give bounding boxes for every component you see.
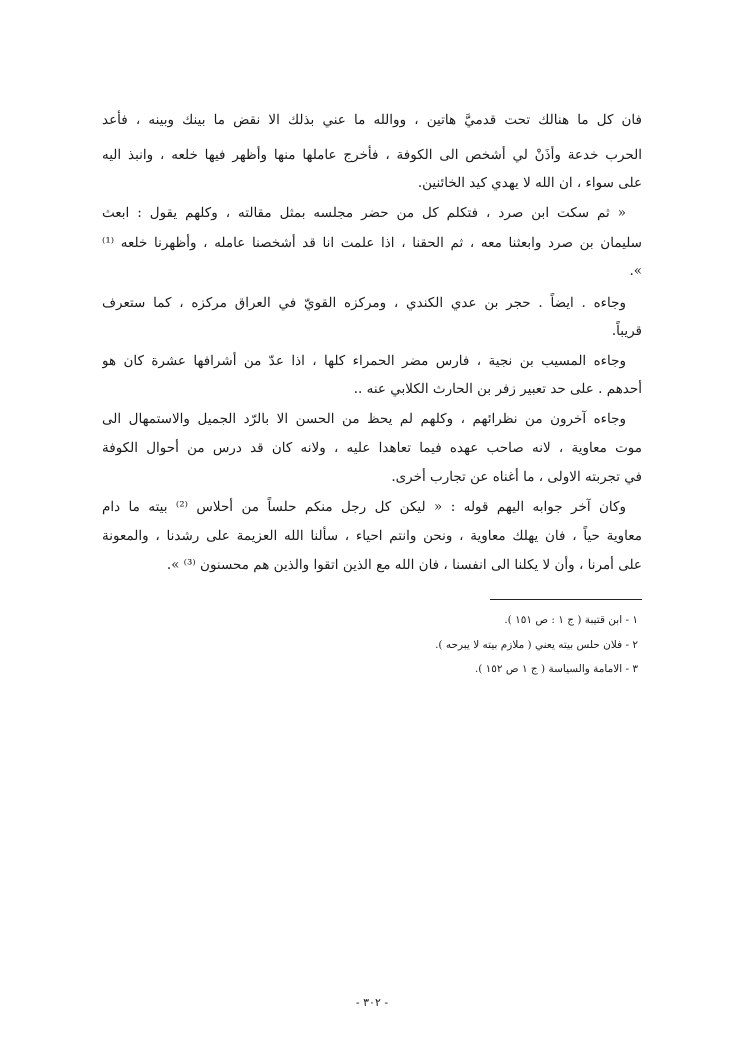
footnote-divider xyxy=(490,599,642,600)
body-line-8: قريباً. xyxy=(611,323,642,339)
body-line-14: وكان آخر جوابه اليهم قوله : « ليكن كل رجل منكم حلساً من أحلاس ⁽²⁾ بيته ما دام xyxy=(102,499,626,515)
footnote-3: ٣ - الامامة والسياسة ( ج ١ ص ١٥٢ ). xyxy=(474,663,638,675)
body-line-7: وجاءه . ايضاً . حجر بن عدي الكندي ، ومركزه القويّ في العراق مركزه ، كما ستعرف xyxy=(102,295,626,311)
body-line-6: ». xyxy=(629,263,642,279)
body-line-3: على سواء ، ان الله لا يهدي كيد الخائنين. xyxy=(417,175,642,191)
body-line-16: على أمرنا ، وأن لا يكلنا الى انفسنا ، فان الله مع الذين اتقوا والذين هم محسنون ⁽³⁾ ». xyxy=(166,557,642,573)
footnote-2: ٢ - فلان حلس بيته يعني ( ملازم بيته لا يبرحه ). xyxy=(435,639,638,651)
body-line-11: وجاءه آخرون من نظرائهم ، وكلهم لم يحظ من الحسن الا بالرّد الجميل والاستمهال الى xyxy=(102,411,626,427)
page-number: - ٣٠٢ - xyxy=(355,996,389,1009)
footnote-1: ١ - ابن قتيبة ( ج ١ : ص ١٥١ ). xyxy=(504,614,638,626)
body-line-12: موت معاوية ، لانه صاحب عهده فيما تعاهدا عليه ، ولانه كان قد درس من أحوال الكوفة xyxy=(102,440,642,456)
body-line-15: معاوية حياً ، فان يهلك معاوية ، ونحن وانتم احياء ، سألنا الله العزيمة على رشدنا ، والمعونة xyxy=(102,528,642,544)
body-line-13: في تجربته الاولى ، ما أغناه عن تجارب أخرى. xyxy=(391,469,642,485)
body-line-1: فان كل ما هنالك تحت قدميَّ هاتين ، ووالله ما عني بذلك الا نقض ما بينك وبينه ، فأعد xyxy=(102,112,642,128)
body-line-4: « ثم سكت ابن صرد ، فتكلم كل من حضر مجلسه بمثل مقالته ، وكلهم يقول : ابعث xyxy=(102,205,626,221)
body-line-5: سليمان بن صرد وابعثنا معه ، ثم الحقنا ، اذا علمت انا قد أشخصنا عامله ، وأظهرنا خلعه ⁽¹⁾ xyxy=(102,235,642,251)
body-line-2: الحرب خدعة وأْذَنْ لي أشخص الى الكوفة ، فأُخرج عاملها منها وأُظهر فيها خلعه ، وانبذ اليه xyxy=(102,147,642,163)
body-line-9: وجاءه المسيب بن نجية ، فارس مضر الحمراء كلها ، اذا عدّ من أشرافها عشرة كان هو xyxy=(102,353,626,369)
body-line-10: أحدهم . على حد تعبير زفر بن الحارث الكلابي عنه .. xyxy=(353,381,642,397)
